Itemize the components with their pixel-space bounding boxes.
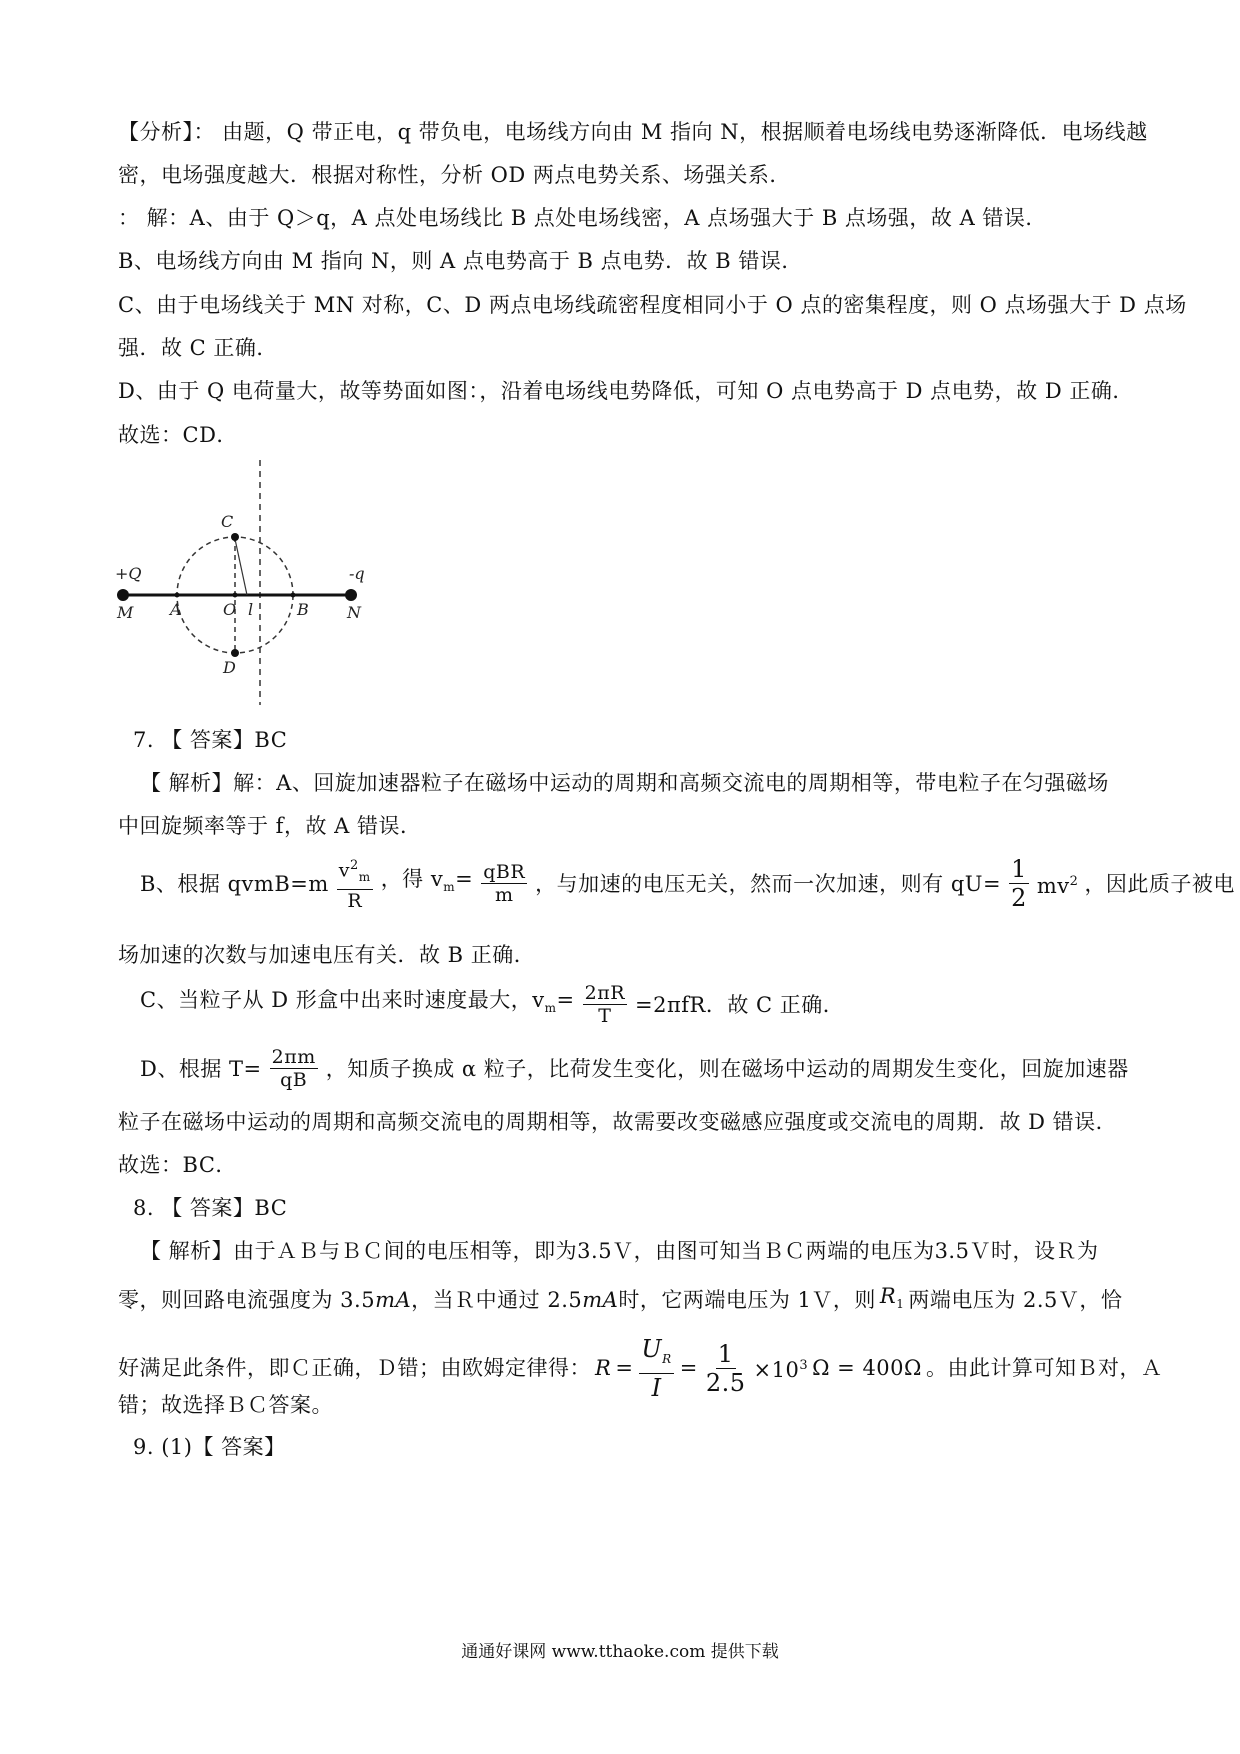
fraction-2pim-over-qb (270, 1046, 318, 1091)
q7-b-mv-sup: 2 (1069, 873, 1079, 889)
label-b: B (297, 600, 309, 619)
fraction-numerator: 2πm (271, 1046, 316, 1068)
q7-b-mid1-sub: m (443, 880, 456, 895)
q8-exp: 3 (799, 1358, 809, 1374)
q7-d-post: ，知质子换成 α 粒子，比荷发生变化，则在磁场中运动的周期发生变化，回旋加速器 (325, 1056, 1129, 1081)
q8-eq2: = (679, 1356, 698, 1381)
fraction-denominator: 2.5 (705, 1368, 746, 1397)
q8-times (753, 1351, 808, 1385)
fraction-numerator: qBR (483, 861, 526, 883)
q7-line-b-formula (140, 855, 1235, 912)
point-c-dot (231, 533, 239, 541)
q7-b-prefix: B、根据 qvmB=m (140, 871, 329, 896)
fraction-vm2-over-r (337, 855, 373, 911)
fraction-numerator (337, 855, 373, 889)
q7-b-mv: mv (1036, 873, 1070, 898)
label-o: O (223, 600, 237, 619)
q7-c-post: =2πfR．故 C 正确． (635, 992, 845, 1017)
q7-c-pre (140, 985, 575, 1023)
fraction-1-over-2-5 (704, 1340, 748, 1397)
label-a: A (170, 600, 182, 619)
q7-line-d-formula (140, 1046, 1129, 1091)
q7-b-mid1-text: ，得 v (380, 867, 444, 892)
fraction-denominator: R (347, 889, 363, 912)
solution-line-c: C、由于电场线关于 MN 对称，C、D 两点电场线疏密程度相同小于 O 点的密集程度，则 O 点场强大于 D 点场 (118, 293, 1187, 317)
curve-line (235, 539, 247, 595)
q8-l2d: mA (582, 1288, 619, 1313)
q8-l3a: 好满足此条件，即Ｃ正确，Ｄ错；由欧姆定律得： (118, 1356, 591, 1381)
solution-line-b: B、电场线方向由 M 指向 N，则 A 点电势高于 B 点电势．故 B 错误． (118, 249, 803, 273)
q8-l2b: mA (375, 1288, 412, 1313)
numerator-sub: R (662, 1351, 672, 1366)
fraction-numerator: 1 (717, 1339, 734, 1368)
fraction-2pir-over-t (583, 982, 627, 1027)
solution-choice: 故选：CD． (118, 423, 238, 447)
q8-times-text: ×10 (753, 1358, 800, 1383)
fraction-denominator: I (651, 1373, 662, 1402)
point-a-dot (175, 593, 180, 598)
charge-n-dot (345, 589, 357, 601)
q8-r-symbol: R (595, 1356, 612, 1381)
point-o-dot (233, 593, 238, 598)
q8-line-1: 【 解析】由于ＡＢ与ＢＣ间的电压相等，即为3.5Ｖ，由图可知当ＢＣ两端的电压为3.5Ｖ时，设Ｒ为 (140, 1239, 1099, 1263)
point-b-dot (291, 593, 296, 598)
q8-line-4: 错；故选择ＢＣ答案。 (118, 1393, 333, 1417)
q8-l2h: 两端电压为 2.5Ｖ，恰 (908, 1288, 1123, 1313)
label-plus-q: +Q (115, 564, 142, 583)
q9-answer: 9. (1)【 答案】 (133, 1435, 286, 1459)
q7-b-mid1 (381, 864, 474, 902)
q7-line-2: 中回旋频率等于 f，故 A 错误． (118, 814, 422, 838)
analysis-line-2: 密，电场强度越大．根据对称性，分析 OD 两点电势关系、场强关系． (118, 163, 791, 187)
q7-line-8: 故选：BC． (118, 1153, 237, 1177)
solution-line-a: ： 解：A、由于 Q＞q，A 点处电场线比 B 点处电场线密，A 点场强大于 B 点场强，故 A 错误． (118, 206, 1047, 230)
charge-m-dot (117, 589, 129, 601)
q7-line-4: 场加速的次数与加速电压有关．故 B 正确． (118, 943, 536, 967)
q7-line-7: 粒子在磁场中运动的周期和高频交流电的周期相等，故需要改变磁感应强度或交流电的周期．故 D 错误． (118, 1110, 1118, 1134)
q7-d-pre: D、根据 T= (140, 1056, 262, 1081)
q7-b-mid2: ，与加速的电压无关，然而一次加速，则有 qU= (535, 871, 1002, 896)
fraction-denominator: T (598, 1005, 612, 1027)
q8-line-2 (118, 1281, 1122, 1319)
numerator-sup: 2 (350, 858, 359, 874)
label-minus-q: -q (349, 564, 365, 583)
fraction-qbr-over-m (481, 861, 527, 906)
fraction-one-half (1009, 855, 1029, 912)
q7-answer: 7. 【 答案】BC (133, 728, 288, 752)
q8-tail: Ω = 400Ω (812, 1356, 922, 1381)
numerator-u: U (641, 1335, 663, 1363)
numerator-sub: m (358, 870, 371, 885)
q7-line-c-formula (140, 982, 844, 1027)
label-c: C (221, 512, 234, 531)
q8-answer: 8. 【 答案】BC (133, 1196, 288, 1220)
fraction-denominator: qB (280, 1069, 308, 1091)
q7-c-eq: = (556, 988, 575, 1013)
q8-l2e: 时，它两端电压为 1Ｖ，则 (618, 1288, 876, 1313)
q8-eq1: = (615, 1356, 634, 1381)
q8-l2c: ，当Ｒ中通过 2.5 (411, 1288, 583, 1313)
analysis-line-1: 【分析】： 由题，Q 带正电，q 带负电，电场线方向由 M 指向 N，根据顺着电场线电势逐渐降低．电场线越 (118, 120, 1148, 144)
solution-line-d: D、由于 Q 电荷量大，故等势面如图：，沿着电场线电势降低，可知 O 点电势高于 D 点电势，故 D 正确． (118, 379, 1134, 403)
fraction-ur-over-i (639, 1335, 673, 1402)
footer-text: 通通好课网 www.tthaoke.com 提供下载 (461, 1642, 779, 1662)
label-d: D (223, 658, 236, 677)
point-d-dot (231, 649, 239, 657)
solution-line-c-cont: 强．故 C 正确． (118, 336, 278, 360)
q8-r1-symbol: R (879, 1284, 897, 1308)
numerator-v: v (338, 859, 351, 882)
q7-c-pre-text: C、当粒子从 D 形盒中出来时速度最大，v (140, 988, 545, 1013)
fraction-numerator (639, 1335, 673, 1374)
q7-b-post: ，因此质子被电 (1084, 871, 1235, 896)
q8-r1-sub: 1 (896, 1297, 905, 1312)
q8-l3b: 。由此计算可知Ｂ对，Ａ (925, 1356, 1163, 1381)
q7-b-mid1-eq: = (455, 867, 474, 892)
q8-r1 (880, 1281, 904, 1319)
label-l: l (248, 600, 254, 619)
fraction-denominator: 2 (1011, 884, 1027, 912)
q7-line-1: 【 解析】解：A、回旋加速器粒子在磁场中运动的周期和高频交流电的周期相等，带电粒子在匀强磁场 (140, 771, 1109, 795)
charge-diagram (115, 455, 435, 715)
q8-l2a: 零，则回路电流强度为 3.5 (118, 1288, 376, 1313)
fraction-numerator: 1 (1011, 855, 1027, 883)
q7-c-sub: m (544, 1001, 557, 1016)
q7-b-mv2 (1037, 867, 1079, 901)
label-n: N (347, 603, 361, 622)
label-m: M (117, 603, 134, 622)
fraction-numerator: 2πR (584, 982, 626, 1004)
fraction-denominator: m (494, 884, 514, 906)
